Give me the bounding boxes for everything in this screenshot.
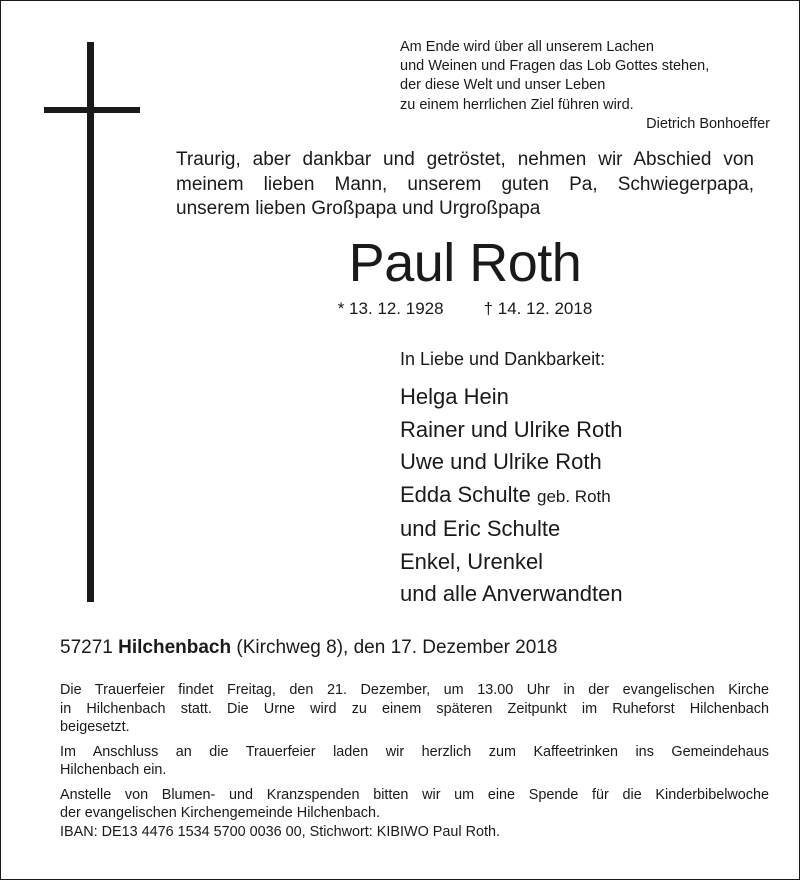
ceremony-paragraph	[60, 681, 769, 737]
deceased-name: Paul Roth	[348, 233, 582, 293]
mourner-name: und Eric Schulte	[400, 516, 561, 541]
mourner-name: Uwe und Ulrike Roth	[400, 449, 602, 474]
reception-paragraph	[60, 743, 769, 780]
mourner-name: Helga Hein	[400, 384, 509, 409]
intro-line: unserem lieben Großpapa und Urgroßpapa	[176, 198, 541, 219]
life-dates	[176, 297, 754, 321]
mourners-block	[400, 344, 780, 611]
detail-line: Anstelle von Blumen- und Kranzspenden bitten wir um eine Spende für die Kinderbibelwoche	[60, 786, 769, 803]
mourner-edda: Edda Schulte	[400, 481, 531, 507]
mourners-list	[400, 381, 780, 611]
iban-line: IBAN: DE13 4476 1534 5700 0036 00, Stichwort: KIBIWO Paul Roth.	[60, 823, 500, 840]
detail-line: Hilchenbach ein.	[60, 762, 167, 778]
mourner-name	[400, 479, 780, 514]
intro-line: Traurig, aber dankbar und getröstet, nehmen wir Abschied von	[176, 149, 754, 170]
bonhoeffer-quote	[400, 38, 770, 134]
town: Hilchenbach	[118, 637, 232, 658]
detail-line: Im Anschluss an die Trauerfeier laden wir herzlich zum Kaffeetrinken ins Gemeindehaus	[60, 743, 769, 760]
mourner-name: Rainer und Ulrike Roth	[400, 416, 623, 442]
quote-line: der diese Welt und unser Leben	[400, 77, 606, 94]
death-date: † 14. 12. 2018	[483, 299, 593, 318]
quote-line: Am Ende wird über all unserem Lachen	[400, 39, 654, 55]
funeral-details	[60, 681, 769, 847]
quote-author: Dietrich Bonhoeffer	[646, 115, 770, 132]
mourners-lead: In Liebe und Dankbarkeit:	[400, 349, 606, 369]
postcode: 57271	[60, 637, 113, 658]
intro-line: meinem lieben Mann, unserem guten Pa, Schwiegerpapa,	[176, 173, 754, 195]
maiden-name-note: geb. Roth	[537, 486, 611, 506]
birth-date: * 13. 12. 1928	[337, 299, 444, 318]
cross-vertical-bar	[87, 42, 94, 602]
mourner-name: und alle Anverwandten	[400, 581, 623, 606]
detail-line: der evangelischen Kirchengemeinde Hilchenbach.	[60, 805, 380, 821]
intro-text	[176, 148, 754, 222]
address-date: (Kirchweg 8), den 17. Dezember 2018	[236, 637, 558, 658]
donation-paragraph	[60, 786, 769, 842]
mourner-name: Enkel, Urenkel	[400, 548, 544, 574]
quote-line: und Weinen und Fragen das Lob Gottes stehen,	[400, 58, 710, 75]
detail-line: Die Trauerfeier findet Freitag, den 21. Dezember, um 13.00 Uhr in der evangelischen Kirche	[60, 682, 769, 698]
quote-line: zu einem herrlichen Ziel führen wird.	[400, 96, 634, 113]
detail-line: in Hilchenbach statt. Die Urne wird zu einem späteren Zeitpunkt im Ruheforst Hilchenbach	[60, 700, 769, 717]
cross-horizontal-bar	[44, 107, 140, 113]
detail-line: beigesetzt.	[60, 719, 130, 735]
location-date-line	[60, 634, 780, 662]
